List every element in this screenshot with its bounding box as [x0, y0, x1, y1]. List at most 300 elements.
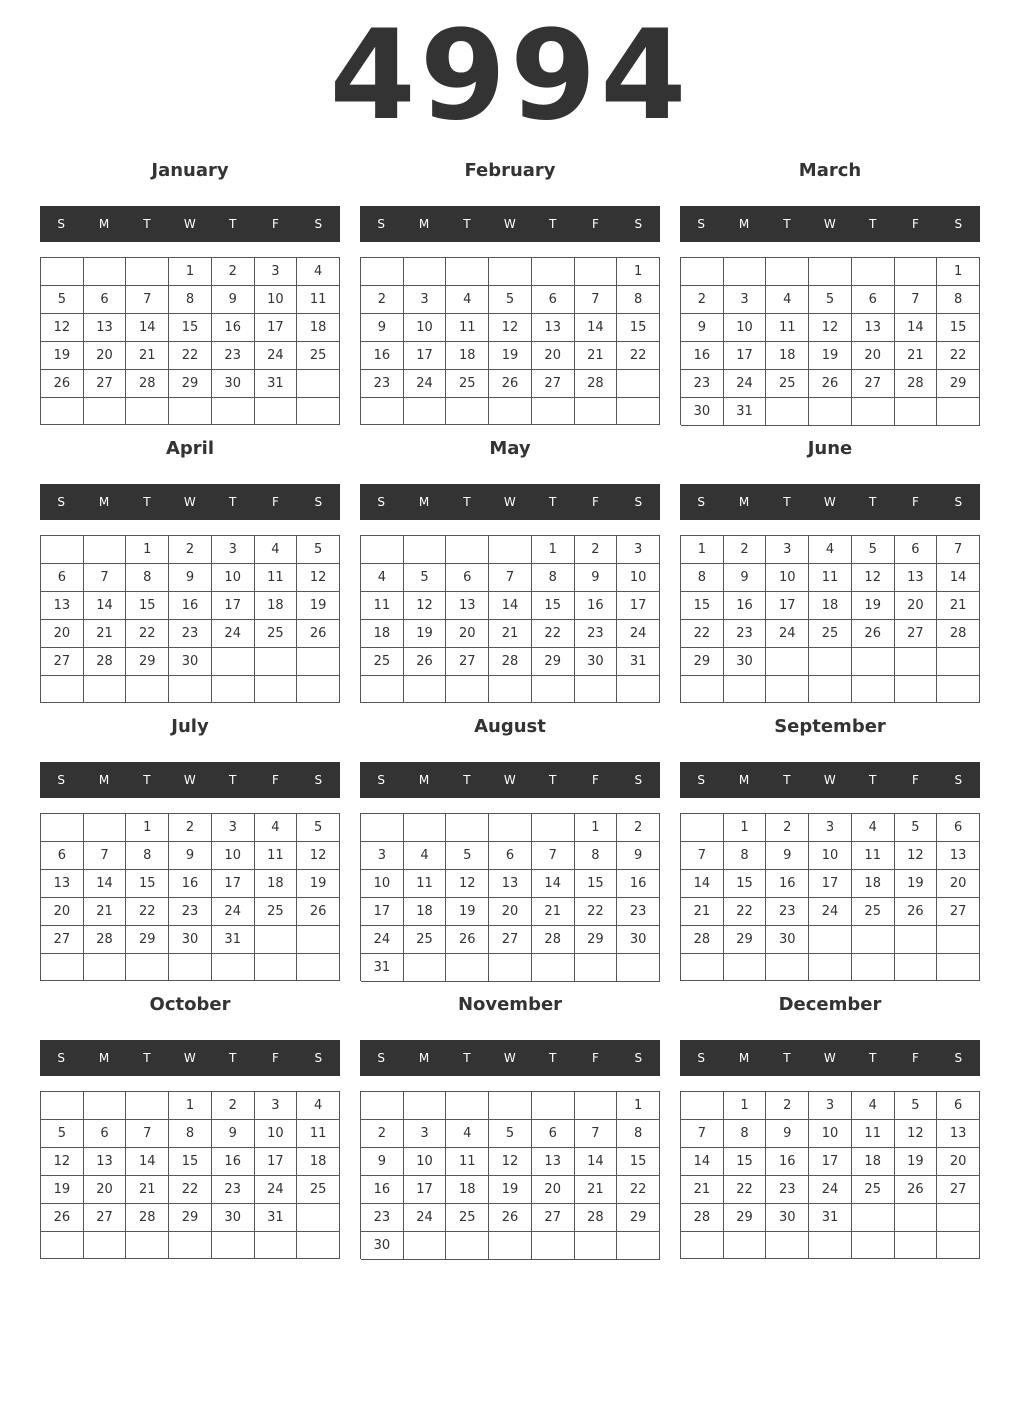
weekday-label: T [228, 1051, 237, 1065]
day-cell: 15 [724, 1148, 767, 1176]
weekday-label: M [738, 773, 750, 787]
weekday-label: S [57, 1051, 66, 1065]
day-cell: 31 [361, 954, 404, 982]
day-cell: 22 [617, 342, 660, 370]
day-cell: 19 [895, 1148, 938, 1176]
empty-day-cell [446, 536, 489, 564]
day-cell: 13 [895, 564, 938, 592]
empty-day-cell [852, 676, 895, 703]
day-cell: 22 [532, 620, 575, 648]
day-cell: 11 [852, 842, 895, 870]
day-cell: 5 [41, 1120, 84, 1148]
weekday-header [680, 762, 980, 798]
day-cell: 19 [489, 1176, 532, 1204]
weekday-label: T [868, 495, 877, 509]
month-name: June [807, 438, 853, 459]
day-cell: 22 [681, 620, 724, 648]
day-cell: 21 [575, 342, 618, 370]
empty-day-cell [361, 398, 404, 425]
empty-day-cell [895, 398, 938, 426]
day-cell: 4 [255, 814, 298, 842]
weekday-label: T [143, 773, 152, 787]
weekday-header [360, 1040, 660, 1076]
empty-day-cell [809, 398, 852, 426]
month-name: September [774, 716, 886, 737]
day-cell: 21 [937, 592, 980, 620]
empty-day-cell [766, 676, 809, 703]
weekday-label: T [548, 217, 557, 231]
weekday-label: T [783, 773, 792, 787]
empty-day-cell [446, 814, 489, 842]
empty-day-cell [84, 1232, 127, 1259]
day-cell: 7 [937, 536, 980, 564]
day-cell: 15 [169, 314, 212, 342]
day-cell: 1 [937, 258, 980, 286]
weekday-label: M [98, 217, 110, 231]
empty-day-cell [852, 1204, 895, 1232]
empty-day-cell [297, 648, 340, 676]
day-cell: 11 [446, 314, 489, 342]
day-cell: 20 [532, 1176, 575, 1204]
day-cell: 15 [681, 592, 724, 620]
day-cell: 10 [809, 1120, 852, 1148]
day-cell: 26 [809, 370, 852, 398]
day-cell: 18 [297, 314, 340, 342]
day-cell: 16 [575, 592, 618, 620]
day-cell: 26 [895, 1176, 938, 1204]
empty-day-cell [126, 1232, 169, 1259]
day-cell: 5 [489, 1120, 532, 1148]
day-cell: 26 [852, 620, 895, 648]
weekday-label: F [592, 495, 600, 509]
empty-day-cell [404, 954, 447, 982]
empty-day-cell [126, 398, 169, 425]
empty-day-cell [532, 258, 575, 286]
day-cell: 16 [169, 870, 212, 898]
day-cell: 16 [681, 342, 724, 370]
day-cell: 7 [126, 286, 169, 314]
day-cell: 24 [255, 1176, 298, 1204]
days-grid [360, 813, 660, 981]
weekday-label: W [823, 217, 837, 231]
empty-day-cell [297, 1204, 340, 1232]
weekday-label: W [823, 773, 837, 787]
day-cell: 9 [361, 1148, 404, 1176]
empty-day-cell [681, 814, 724, 842]
empty-day-cell [297, 370, 340, 398]
day-cell: 26 [41, 370, 84, 398]
day-cell: 28 [489, 648, 532, 676]
month-name: April [165, 438, 215, 459]
day-cell: 27 [489, 926, 532, 954]
day-cell: 24 [809, 898, 852, 926]
weekday-label: S [314, 773, 323, 787]
day-cell: 10 [724, 314, 767, 342]
day-cell: 2 [361, 286, 404, 314]
day-cell: 14 [126, 1148, 169, 1176]
weekday-label: F [592, 217, 600, 231]
empty-day-cell [895, 926, 938, 954]
day-cell: 15 [126, 870, 169, 898]
day-cell: 3 [361, 842, 404, 870]
empty-day-cell [489, 258, 532, 286]
day-cell: 26 [489, 1204, 532, 1232]
day-cell: 16 [361, 342, 404, 370]
day-cell: 29 [126, 648, 169, 676]
empty-day-cell [681, 1092, 724, 1120]
day-cell: 29 [169, 370, 212, 398]
day-cell: 23 [361, 370, 404, 398]
day-cell: 9 [361, 314, 404, 342]
empty-day-cell [41, 1092, 84, 1120]
empty-day-cell [617, 954, 660, 982]
day-cell: 6 [937, 1092, 980, 1120]
day-cell: 20 [41, 620, 84, 648]
day-cell: 28 [575, 370, 618, 398]
weekday-label: S [954, 217, 963, 231]
day-cell: 8 [169, 1120, 212, 1148]
day-cell: 19 [489, 342, 532, 370]
day-cell: 3 [724, 286, 767, 314]
day-cell: 12 [895, 842, 938, 870]
empty-day-cell [446, 258, 489, 286]
day-cell: 11 [361, 592, 404, 620]
day-cell: 6 [937, 814, 980, 842]
day-cell: 20 [895, 592, 938, 620]
weekday-label: S [697, 217, 706, 231]
empty-day-cell [404, 814, 447, 842]
day-cell: 14 [575, 1148, 618, 1176]
day-cell: 17 [361, 898, 404, 926]
day-cell: 15 [724, 870, 767, 898]
day-cell: 30 [212, 370, 255, 398]
day-cell: 12 [489, 1148, 532, 1176]
empty-day-cell [681, 258, 724, 286]
day-cell: 28 [895, 370, 938, 398]
day-cell: 5 [404, 564, 447, 592]
day-cell: 29 [681, 648, 724, 676]
empty-day-cell [84, 258, 127, 286]
weekday-label: W [183, 773, 197, 787]
empty-day-cell [404, 1092, 447, 1120]
empty-day-cell [489, 954, 532, 982]
weekday-label: F [272, 1051, 280, 1065]
weekday-header [40, 762, 340, 798]
empty-day-cell [255, 676, 298, 703]
day-cell: 6 [84, 1120, 127, 1148]
day-cell: 27 [41, 926, 84, 954]
day-cell: 11 [404, 870, 447, 898]
empty-day-cell [126, 954, 169, 981]
day-cell: 7 [489, 564, 532, 592]
empty-day-cell [575, 398, 618, 425]
day-cell: 22 [169, 1176, 212, 1204]
day-cell: 17 [404, 342, 447, 370]
day-cell: 20 [937, 870, 980, 898]
month-name: October [149, 994, 231, 1015]
day-cell: 19 [41, 342, 84, 370]
day-cell: 1 [575, 814, 618, 842]
weekday-label: M [738, 1051, 750, 1065]
weekday-header [360, 484, 660, 520]
weekday-label: T [548, 1051, 557, 1065]
empty-day-cell [446, 1232, 489, 1260]
empty-day-cell [212, 954, 255, 981]
day-cell: 13 [84, 314, 127, 342]
days-grid [680, 535, 980, 703]
day-cell: 14 [681, 870, 724, 898]
day-cell: 18 [255, 870, 298, 898]
day-cell: 19 [404, 620, 447, 648]
weekday-label: T [783, 1051, 792, 1065]
day-cell: 15 [532, 592, 575, 620]
empty-day-cell [361, 1092, 404, 1120]
day-cell: 26 [41, 1204, 84, 1232]
day-cell: 26 [446, 926, 489, 954]
day-cell: 22 [937, 342, 980, 370]
day-cell: 17 [255, 314, 298, 342]
empty-day-cell [255, 1232, 298, 1259]
day-cell: 3 [404, 1120, 447, 1148]
day-cell: 18 [852, 1148, 895, 1176]
weekday-label: S [697, 495, 706, 509]
weekday-label: W [823, 495, 837, 509]
day-cell: 29 [617, 1204, 660, 1232]
day-cell: 4 [297, 1092, 340, 1120]
empty-day-cell [895, 676, 938, 703]
day-cell: 30 [766, 926, 809, 954]
day-cell: 14 [532, 870, 575, 898]
empty-day-cell [84, 954, 127, 981]
day-cell: 11 [255, 842, 298, 870]
weekday-label: S [634, 1051, 643, 1065]
day-cell: 8 [532, 564, 575, 592]
day-cell: 28 [84, 926, 127, 954]
month-name: February [464, 160, 556, 181]
weekday-label: S [634, 773, 643, 787]
day-cell: 1 [617, 1092, 660, 1120]
day-cell: 2 [169, 536, 212, 564]
day-cell: 14 [575, 314, 618, 342]
day-cell: 25 [255, 898, 298, 926]
day-cell: 8 [126, 842, 169, 870]
day-cell: 30 [169, 926, 212, 954]
day-cell: 19 [852, 592, 895, 620]
day-cell: 9 [169, 564, 212, 592]
day-cell: 18 [766, 342, 809, 370]
empty-day-cell [404, 1232, 447, 1260]
empty-day-cell [852, 648, 895, 676]
empty-day-cell [766, 954, 809, 981]
day-cell: 27 [446, 648, 489, 676]
day-cell: 8 [169, 286, 212, 314]
day-cell: 25 [297, 342, 340, 370]
weekday-label: F [592, 1051, 600, 1065]
weekday-label: T [228, 217, 237, 231]
day-cell: 5 [489, 286, 532, 314]
day-cell: 20 [937, 1148, 980, 1176]
empty-day-cell [937, 1232, 980, 1259]
day-cell: 9 [212, 286, 255, 314]
day-cell: 21 [84, 620, 127, 648]
weekday-label: T [463, 773, 472, 787]
empty-day-cell [446, 676, 489, 703]
empty-day-cell [212, 676, 255, 703]
empty-day-cell [532, 676, 575, 703]
day-cell: 27 [937, 1176, 980, 1204]
weekday-label: T [868, 217, 877, 231]
weekday-label: S [314, 217, 323, 231]
day-cell: 19 [41, 1176, 84, 1204]
day-cell: 12 [446, 870, 489, 898]
empty-day-cell [361, 814, 404, 842]
empty-day-cell [809, 926, 852, 954]
empty-day-cell [617, 398, 660, 425]
day-cell: 30 [766, 1204, 809, 1232]
empty-day-cell [809, 954, 852, 981]
weekday-label: T [143, 495, 152, 509]
day-cell: 1 [126, 536, 169, 564]
weekday-label: M [418, 1051, 430, 1065]
day-cell: 5 [895, 1092, 938, 1120]
empty-day-cell [446, 398, 489, 425]
day-cell: 23 [169, 620, 212, 648]
day-cell: 21 [126, 1176, 169, 1204]
day-cell: 11 [809, 564, 852, 592]
month-name: March [798, 160, 862, 181]
day-cell: 1 [169, 1092, 212, 1120]
empty-day-cell [532, 954, 575, 982]
day-cell: 17 [404, 1176, 447, 1204]
empty-day-cell [575, 1232, 618, 1260]
weekday-label: S [377, 773, 386, 787]
empty-day-cell [937, 954, 980, 981]
day-cell: 29 [724, 926, 767, 954]
empty-day-cell [575, 676, 618, 703]
empty-day-cell [937, 398, 980, 426]
weekday-label: W [823, 1051, 837, 1065]
empty-day-cell [212, 398, 255, 425]
empty-day-cell [297, 926, 340, 954]
weekday-label: T [228, 495, 237, 509]
empty-day-cell [937, 648, 980, 676]
day-cell: 24 [809, 1176, 852, 1204]
month-name: November [457, 994, 563, 1015]
empty-day-cell [84, 1092, 127, 1120]
day-cell: 16 [361, 1176, 404, 1204]
empty-day-cell [361, 676, 404, 703]
day-cell: 5 [446, 842, 489, 870]
day-cell: 21 [532, 898, 575, 926]
day-cell: 20 [84, 1176, 127, 1204]
day-cell: 16 [212, 1148, 255, 1176]
day-cell: 26 [489, 370, 532, 398]
weekday-label: W [503, 773, 517, 787]
day-cell: 2 [169, 814, 212, 842]
empty-day-cell [169, 398, 212, 425]
day-cell: 22 [724, 898, 767, 926]
days-grid [40, 257, 340, 425]
day-cell: 30 [724, 648, 767, 676]
day-cell: 4 [255, 536, 298, 564]
empty-day-cell [41, 954, 84, 981]
weekday-header [40, 206, 340, 242]
day-cell: 28 [126, 370, 169, 398]
empty-day-cell [41, 398, 84, 425]
day-cell: 17 [724, 342, 767, 370]
empty-day-cell [575, 1092, 618, 1120]
day-cell: 29 [532, 648, 575, 676]
day-cell: 25 [446, 370, 489, 398]
day-cell: 19 [297, 870, 340, 898]
day-cell: 13 [937, 842, 980, 870]
empty-day-cell [126, 258, 169, 286]
empty-day-cell [126, 1092, 169, 1120]
day-cell: 22 [617, 1176, 660, 1204]
day-cell: 9 [766, 842, 809, 870]
day-cell: 5 [297, 536, 340, 564]
empty-day-cell [617, 676, 660, 703]
day-cell: 5 [297, 814, 340, 842]
days-grid [680, 1091, 980, 1259]
day-cell: 29 [169, 1204, 212, 1232]
weekday-label: F [912, 1051, 920, 1065]
weekday-label: M [418, 217, 430, 231]
days-grid [680, 813, 980, 981]
day-cell: 23 [212, 1176, 255, 1204]
empty-day-cell [575, 258, 618, 286]
day-cell: 17 [212, 592, 255, 620]
day-cell: 3 [766, 536, 809, 564]
empty-day-cell [575, 954, 618, 982]
day-cell: 1 [126, 814, 169, 842]
month-name: May [489, 438, 531, 459]
weekday-label: F [912, 217, 920, 231]
empty-day-cell [361, 258, 404, 286]
day-cell: 21 [575, 1176, 618, 1204]
weekday-label: W [503, 495, 517, 509]
day-cell: 24 [361, 926, 404, 954]
day-cell: 9 [575, 564, 618, 592]
day-cell: 4 [297, 258, 340, 286]
day-cell: 13 [84, 1148, 127, 1176]
weekday-label: S [377, 217, 386, 231]
day-cell: 1 [724, 814, 767, 842]
day-cell: 9 [681, 314, 724, 342]
weekday-label: T [463, 1051, 472, 1065]
day-cell: 18 [297, 1148, 340, 1176]
weekday-label: W [183, 495, 197, 509]
day-cell: 13 [532, 314, 575, 342]
empty-day-cell [212, 648, 255, 676]
day-cell: 4 [446, 1120, 489, 1148]
day-cell: 7 [84, 842, 127, 870]
day-cell: 3 [404, 286, 447, 314]
weekday-header [40, 1040, 340, 1076]
empty-day-cell [532, 398, 575, 425]
day-cell: 24 [212, 898, 255, 926]
weekday-label: F [592, 773, 600, 787]
empty-day-cell [489, 398, 532, 425]
day-cell: 31 [212, 926, 255, 954]
days-grid [360, 1091, 660, 1259]
weekday-label: M [738, 495, 750, 509]
day-cell: 30 [575, 648, 618, 676]
empty-day-cell [404, 676, 447, 703]
day-cell: 23 [724, 620, 767, 648]
empty-day-cell [766, 398, 809, 426]
empty-day-cell [937, 926, 980, 954]
